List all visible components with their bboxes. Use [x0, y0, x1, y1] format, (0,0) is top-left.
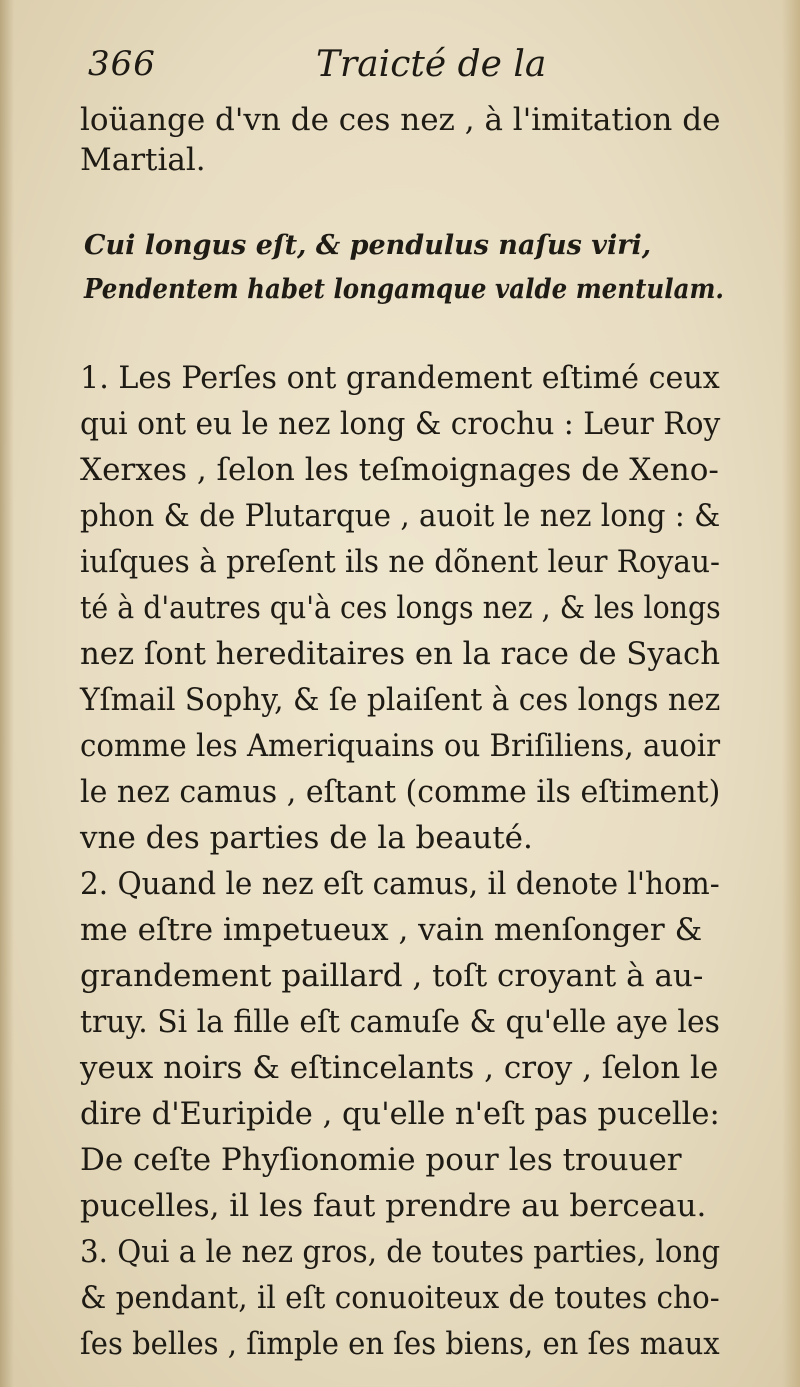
text-line: grandement paillard , toſt croyant à au-: [80, 958, 704, 994]
text-line: nez ſont hereditaires en la race de Syach: [80, 636, 721, 672]
text-line: truy. Si la fille eſt camuſe & qu'elle aye les: [80, 1004, 720, 1040]
text-line: qui ont eu le nez long & crochu : Leur Roy: [80, 406, 721, 442]
text-line: De ceſte Phyſionomie pour les trouuer: [80, 1142, 682, 1178]
text-line: 1. Les Perſes ont grandement eſtimé ceux: [80, 360, 720, 396]
text-line: Martial.: [80, 142, 206, 178]
text-line: 2. Quand le nez eſt camus, il denote l'hom-: [80, 866, 720, 902]
verse-line: Cui longus eſt, & pendulus naſus viri,: [84, 230, 652, 261]
text-line: pucelles, il les faut prendre au berceau.: [80, 1188, 707, 1224]
text-line: Xerxes , ſelon les teſmoignages de Xeno-: [80, 452, 719, 488]
text-line: Yſmail Sophy, & ſe plaiſent à ces longs nez: [80, 682, 721, 718]
text-line: & pendant, il eſt conuoiteux de toutes cho-: [80, 1280, 720, 1316]
text-line: vne des parties de la beauté.: [80, 820, 533, 856]
page-edge-shadow-left: [0, 0, 14, 1387]
text-line: me eſtre impetueux , vain menſonger &: [80, 912, 703, 948]
page-number: 366: [88, 44, 156, 84]
text-line: le nez camus , eſtant (comme ils eſtiment): [80, 774, 721, 810]
text-line: comme les Ameriquains ou Briſiliens, auoir: [80, 728, 721, 764]
text-line: dire d'Euripide , qu'elle n'eſt pas pucelle:: [80, 1096, 720, 1132]
page-header: [88, 44, 728, 94]
text-line: loüange d'vn de ces nez , à l'imitation de: [80, 102, 721, 138]
text-line: iuſques à preſent ils ne dõnent leur Royau-: [80, 544, 720, 580]
text-line: ſes belles , ſimple en ſes biens, en ſes maux: [80, 1326, 720, 1362]
verse-line: Pendentem habet longamque valde mentulam.: [84, 274, 724, 305]
running-head: Traicté de la: [316, 44, 547, 85]
text-line: phon & de Plutarque , auoit le nez long : &: [80, 498, 721, 534]
text-line: té à d'autres qu'à ces longs nez , & les longs: [80, 590, 721, 626]
text-line: 3. Qui a le nez gros, de toutes parties, long: [80, 1234, 721, 1270]
text-line: yeux noirs & eſtincelants , croy , ſelon le: [80, 1050, 719, 1086]
page-edge-shadow-right: [782, 0, 800, 1387]
